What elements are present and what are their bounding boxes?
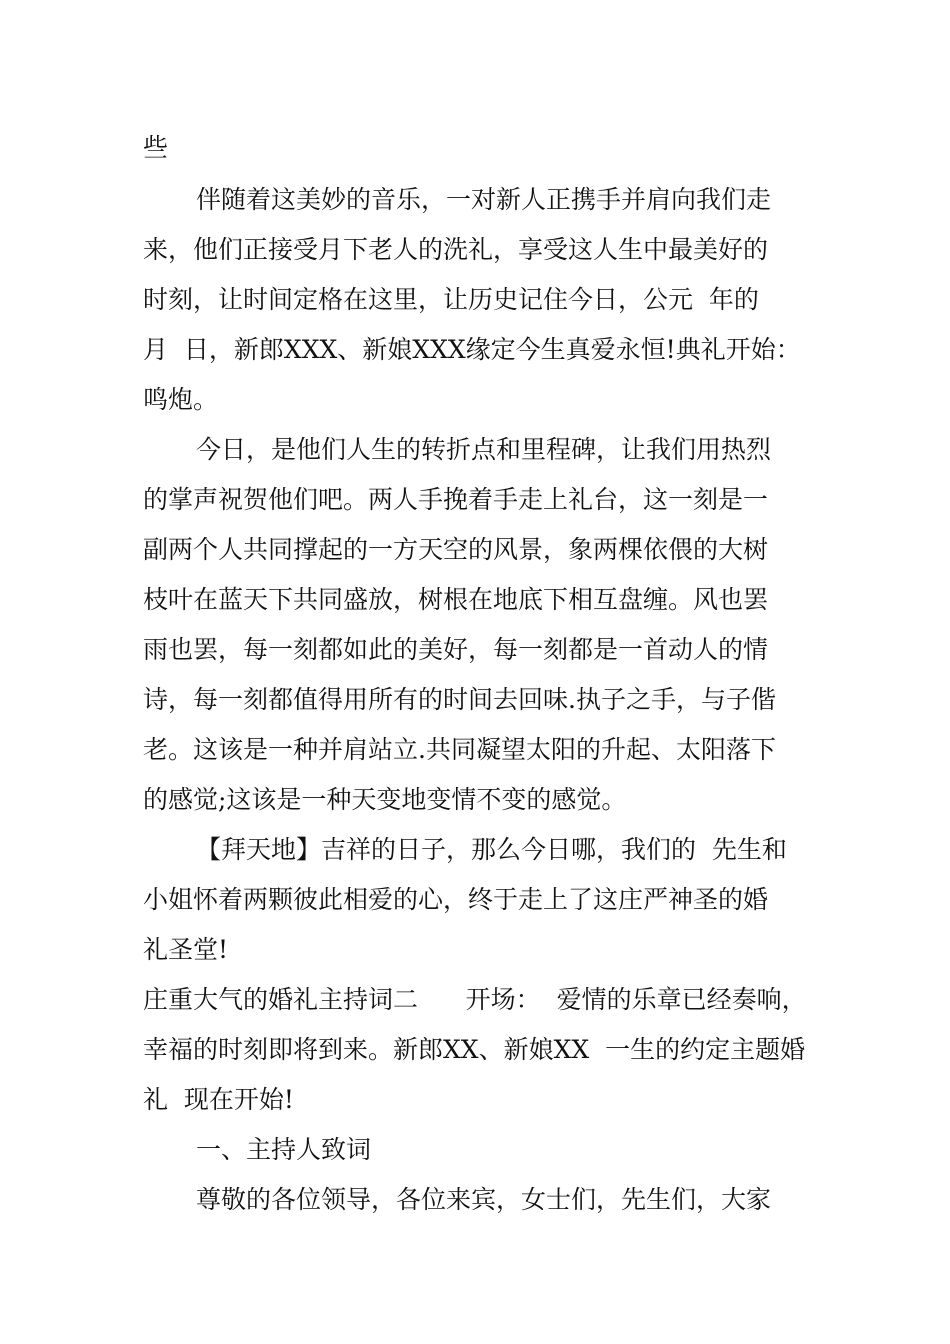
- paragraph-line: 【拜天地】吉祥的日子，那么今日哪，我们的 先生和: [196, 835, 787, 864]
- text-line: 老。这该是一种并肩站立.共同凝望太阳的升起、太阳落下: [143, 735, 776, 764]
- text-line: 的掌声祝贺他们吧。两人手挽着手走上礼台，这一刻是一: [143, 485, 769, 514]
- text-line: 礼圣堂!: [143, 935, 229, 964]
- text-line: 的感觉;这该是一种天变地变情不变的感觉。: [143, 785, 627, 814]
- text-line: 诗，每一刻都值得用所有的时间去回味.执子之手，与子偕: [143, 685, 776, 714]
- text-line: 来，他们正接受月下老人的洗礼，享受这人生中最美好的: [143, 235, 769, 264]
- text-line: 礼 现在开始!: [143, 1085, 294, 1114]
- text-line: 副两个人共同撑起的一方天空的风景，象两棵依偎的大树: [143, 535, 769, 564]
- text-line: 幸福的时刻即将到来。新郎XX、新娘XX 一生的约定主题婚: [143, 1035, 806, 1064]
- text-line: 鸣炮。: [143, 385, 219, 414]
- paragraph-line: 伴随着这美妙的音乐，一对新人正携手并肩向我们走: [196, 185, 772, 214]
- text-line: 雨也罢，每一刻都如此的美好，每一刻都是一首动人的情: [143, 635, 769, 664]
- subheading-line: 一、主持人致词: [196, 1135, 372, 1164]
- text-line: 枝叶在蓝天下共同盛放，树根在地底下相互盘缠。风也罢: [143, 585, 769, 614]
- section-heading-line: 庄重大气的婚礼主持词二 开场： 爱情的乐章已经奏响，: [143, 985, 807, 1014]
- text-line: 时刻，让时间定格在这里，让历史记住今日，公元 年的: [143, 285, 759, 314]
- paragraph-line: 今日，是他们人生的转折点和里程碑，让我们用热烈: [196, 435, 772, 464]
- text-line: 小姐怀着两颗彼此相爱的心，终于走上了这庄严神圣的婚: [143, 885, 769, 914]
- text-line: 些: [143, 133, 169, 162]
- text-line: 月 日，新郎XXX、新娘XXX缘定今生真爱永恒!典礼开始：: [143, 335, 801, 364]
- paragraph-line: 尊敬的各位领导，各位来宾，女士们，先生们，大家: [196, 1185, 772, 1214]
